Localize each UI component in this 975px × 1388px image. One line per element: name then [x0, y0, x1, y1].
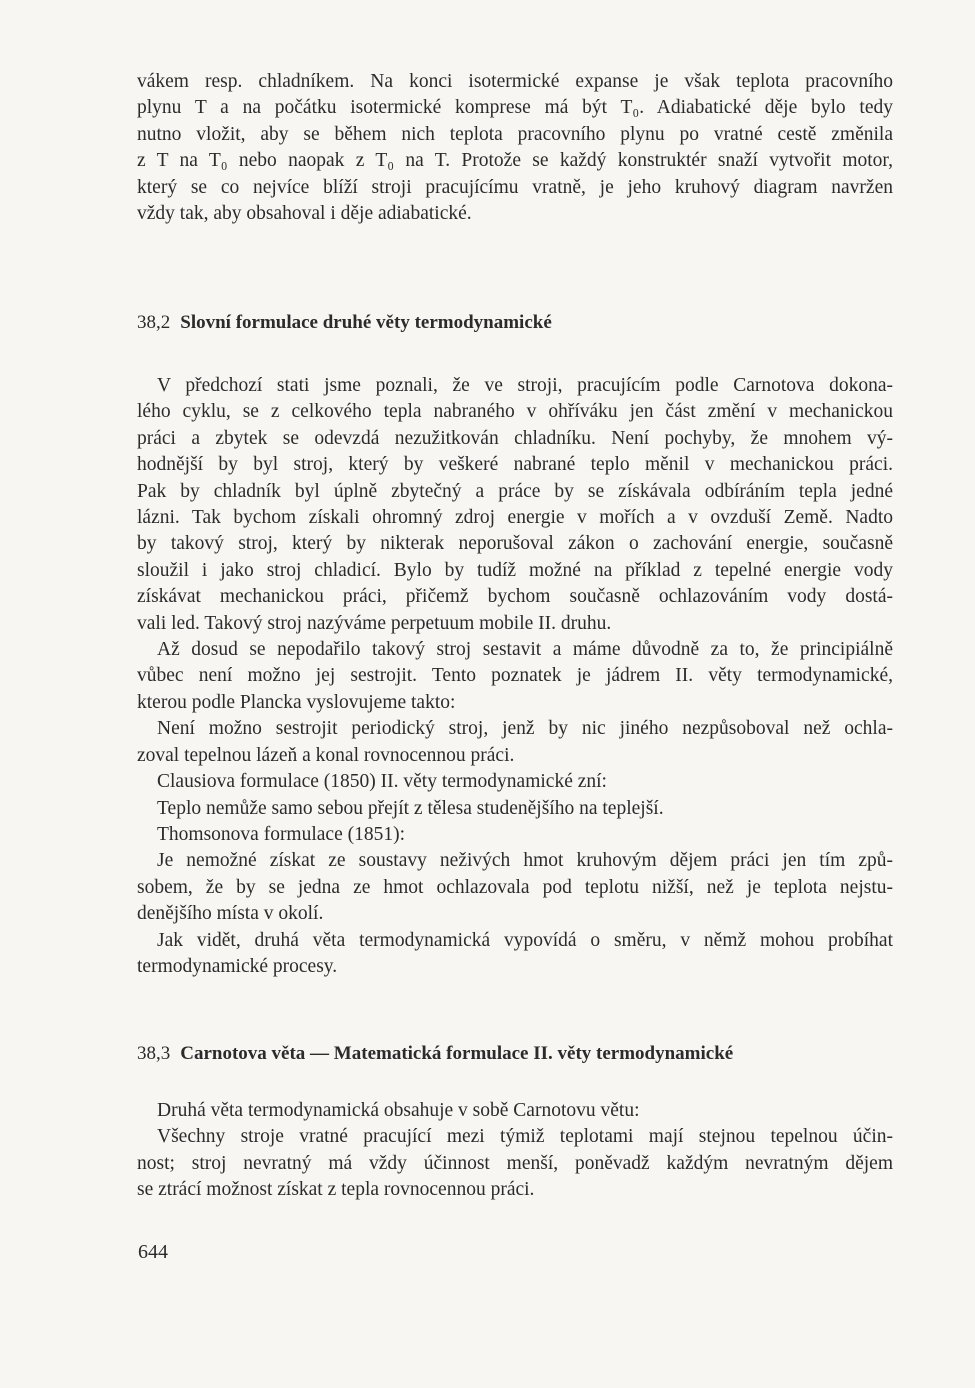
- section-title: Slovní formulace druhé věty termodynamické: [180, 312, 552, 333]
- section-number: 38,3: [137, 1043, 171, 1064]
- text-line: kterou podle Plancka vyslovujeme takto:: [137, 691, 456, 713]
- text-line: Všechny stroje vratné pracující mezi týmiž teplotami mají stejnou tepelnou účin-: [157, 1126, 893, 1148]
- text-line: se ztrácí možnost získat z tepla rovnocennou práci.: [137, 1179, 535, 1201]
- text-line: vákem resp. chladníkem. Na konci isotermické expanse je však teplota pracovního: [137, 71, 893, 92]
- intro-paragraph: [137, 69, 893, 227]
- section-title: Carnotova věta — Matematická formulace II. věty termodynamické: [180, 1043, 734, 1064]
- text-line: sloužil i jako stroj chladicí. Bylo by tudíž možné na příklad z tepelné energie vody: [137, 559, 893, 581]
- section-38-3-body: [137, 1098, 893, 1204]
- text-line: Thomsonova formulace (1851):: [157, 823, 406, 845]
- text-line: vůbec není možno jej sestrojit. Tento poznatek je jádrem II. věty termodynamické,: [137, 665, 893, 687]
- text-line: sobem, že by se jedna ze hmot ochlazovala pod teplotu nižší, než je teplota nejstu-: [137, 876, 893, 898]
- section-heading-38-3: [137, 1043, 733, 1065]
- text-line: Není možno sestrojit periodický stroj, jenž by nic jiného nezpůsoboval než ochla-: [157, 718, 893, 740]
- section-number: 38,2: [137, 312, 171, 333]
- section-38-2-body: [137, 373, 893, 980]
- text-line: nutno vložit, aby se během nich teplota pracovního plynu po vratné cestě změnila: [137, 123, 893, 145]
- text-line: Je nemožné získat ze soustavy neživých hmot kruhovým dějem práci jen tím způ-: [157, 850, 893, 872]
- text-line: denějšího místa v okolí.: [137, 903, 324, 925]
- text-line: Pak by chladník byl úplně zbytečný a práce by se získávala odbíráním tepla jedné: [137, 480, 893, 502]
- page-number: 644: [138, 1241, 168, 1263]
- text-line: V předchozí stati jsme poznali, že ve stroji, pracujícím podle Carnotova dokona-: [157, 375, 893, 396]
- text-line: lého cyklu, se z celkového tepla nabraného v ohříváku jen část změní v mechanickou: [137, 401, 893, 423]
- text-line: který se co nejvíce blíží stroji pracujícímu vratně, je jeho kruhový diagram navržen: [137, 176, 893, 198]
- text-line: Až dosud se nepodařilo takový stroj sestavit a máme důvodně za to, že principiálně: [157, 639, 893, 661]
- text-line: vali led. Takový stroj nazýváme perpetuum mobile II. druhu.: [137, 612, 612, 634]
- text-line: lázni. Tak bychom získali ohromný zdroj energie v mořích a v ovzduší Země. Nadto: [137, 507, 893, 529]
- text-line: hodnější by byl stroj, který by veškeré nabrané teplo měnil v mechanickou práci.: [137, 454, 893, 476]
- section-heading-38-2: [137, 312, 552, 334]
- text-line: Clausiova formulace (1850) II. věty termodynamické zní:: [157, 771, 607, 793]
- text-line: Jak vidět, druhá věta termodynamická vypovídá o směru, v němž mohou probíhat: [157, 929, 893, 951]
- text-line: zoval tepelnou lázeň a konal rovnocennou práci.: [137, 744, 515, 766]
- text-line: plynu T a na počátku isotermické komprese má být T₀. Adiabatické děje bylo tedy: [137, 97, 893, 119]
- text-line: z T na T₀ nebo naopak z T₀ na T. Protože se každý konstruktér snaží vytvořit motor,: [137, 150, 893, 172]
- text-line: práci a zbytek se odevzdá nezužitkován chladníku. Není pochyby, že mnohem vý-: [137, 427, 893, 449]
- text-line: by takový stroj, který by nikterak neporušoval zákon o zachování energie, současně: [137, 533, 893, 555]
- text-line: nost; stroj nevratný má vždy účinnost menší, poněvadž každým nevratným dějem: [137, 1152, 893, 1174]
- text-line: Teplo nemůže samo sebou přejít z tělesa studenějšího na teplejší.: [157, 797, 664, 819]
- text-line: termodynamické procesy.: [137, 955, 338, 977]
- text-line: Druhá věta termodynamická obsahuje v sobě Carnotovu větu:: [157, 1100, 640, 1121]
- text-line: vždy tak, aby obsahoval i děje adiabatické.: [137, 203, 472, 225]
- text-line: získávat mechanickou práci, přičemž bychom současně ochlazováním vody dostá-: [137, 586, 893, 608]
